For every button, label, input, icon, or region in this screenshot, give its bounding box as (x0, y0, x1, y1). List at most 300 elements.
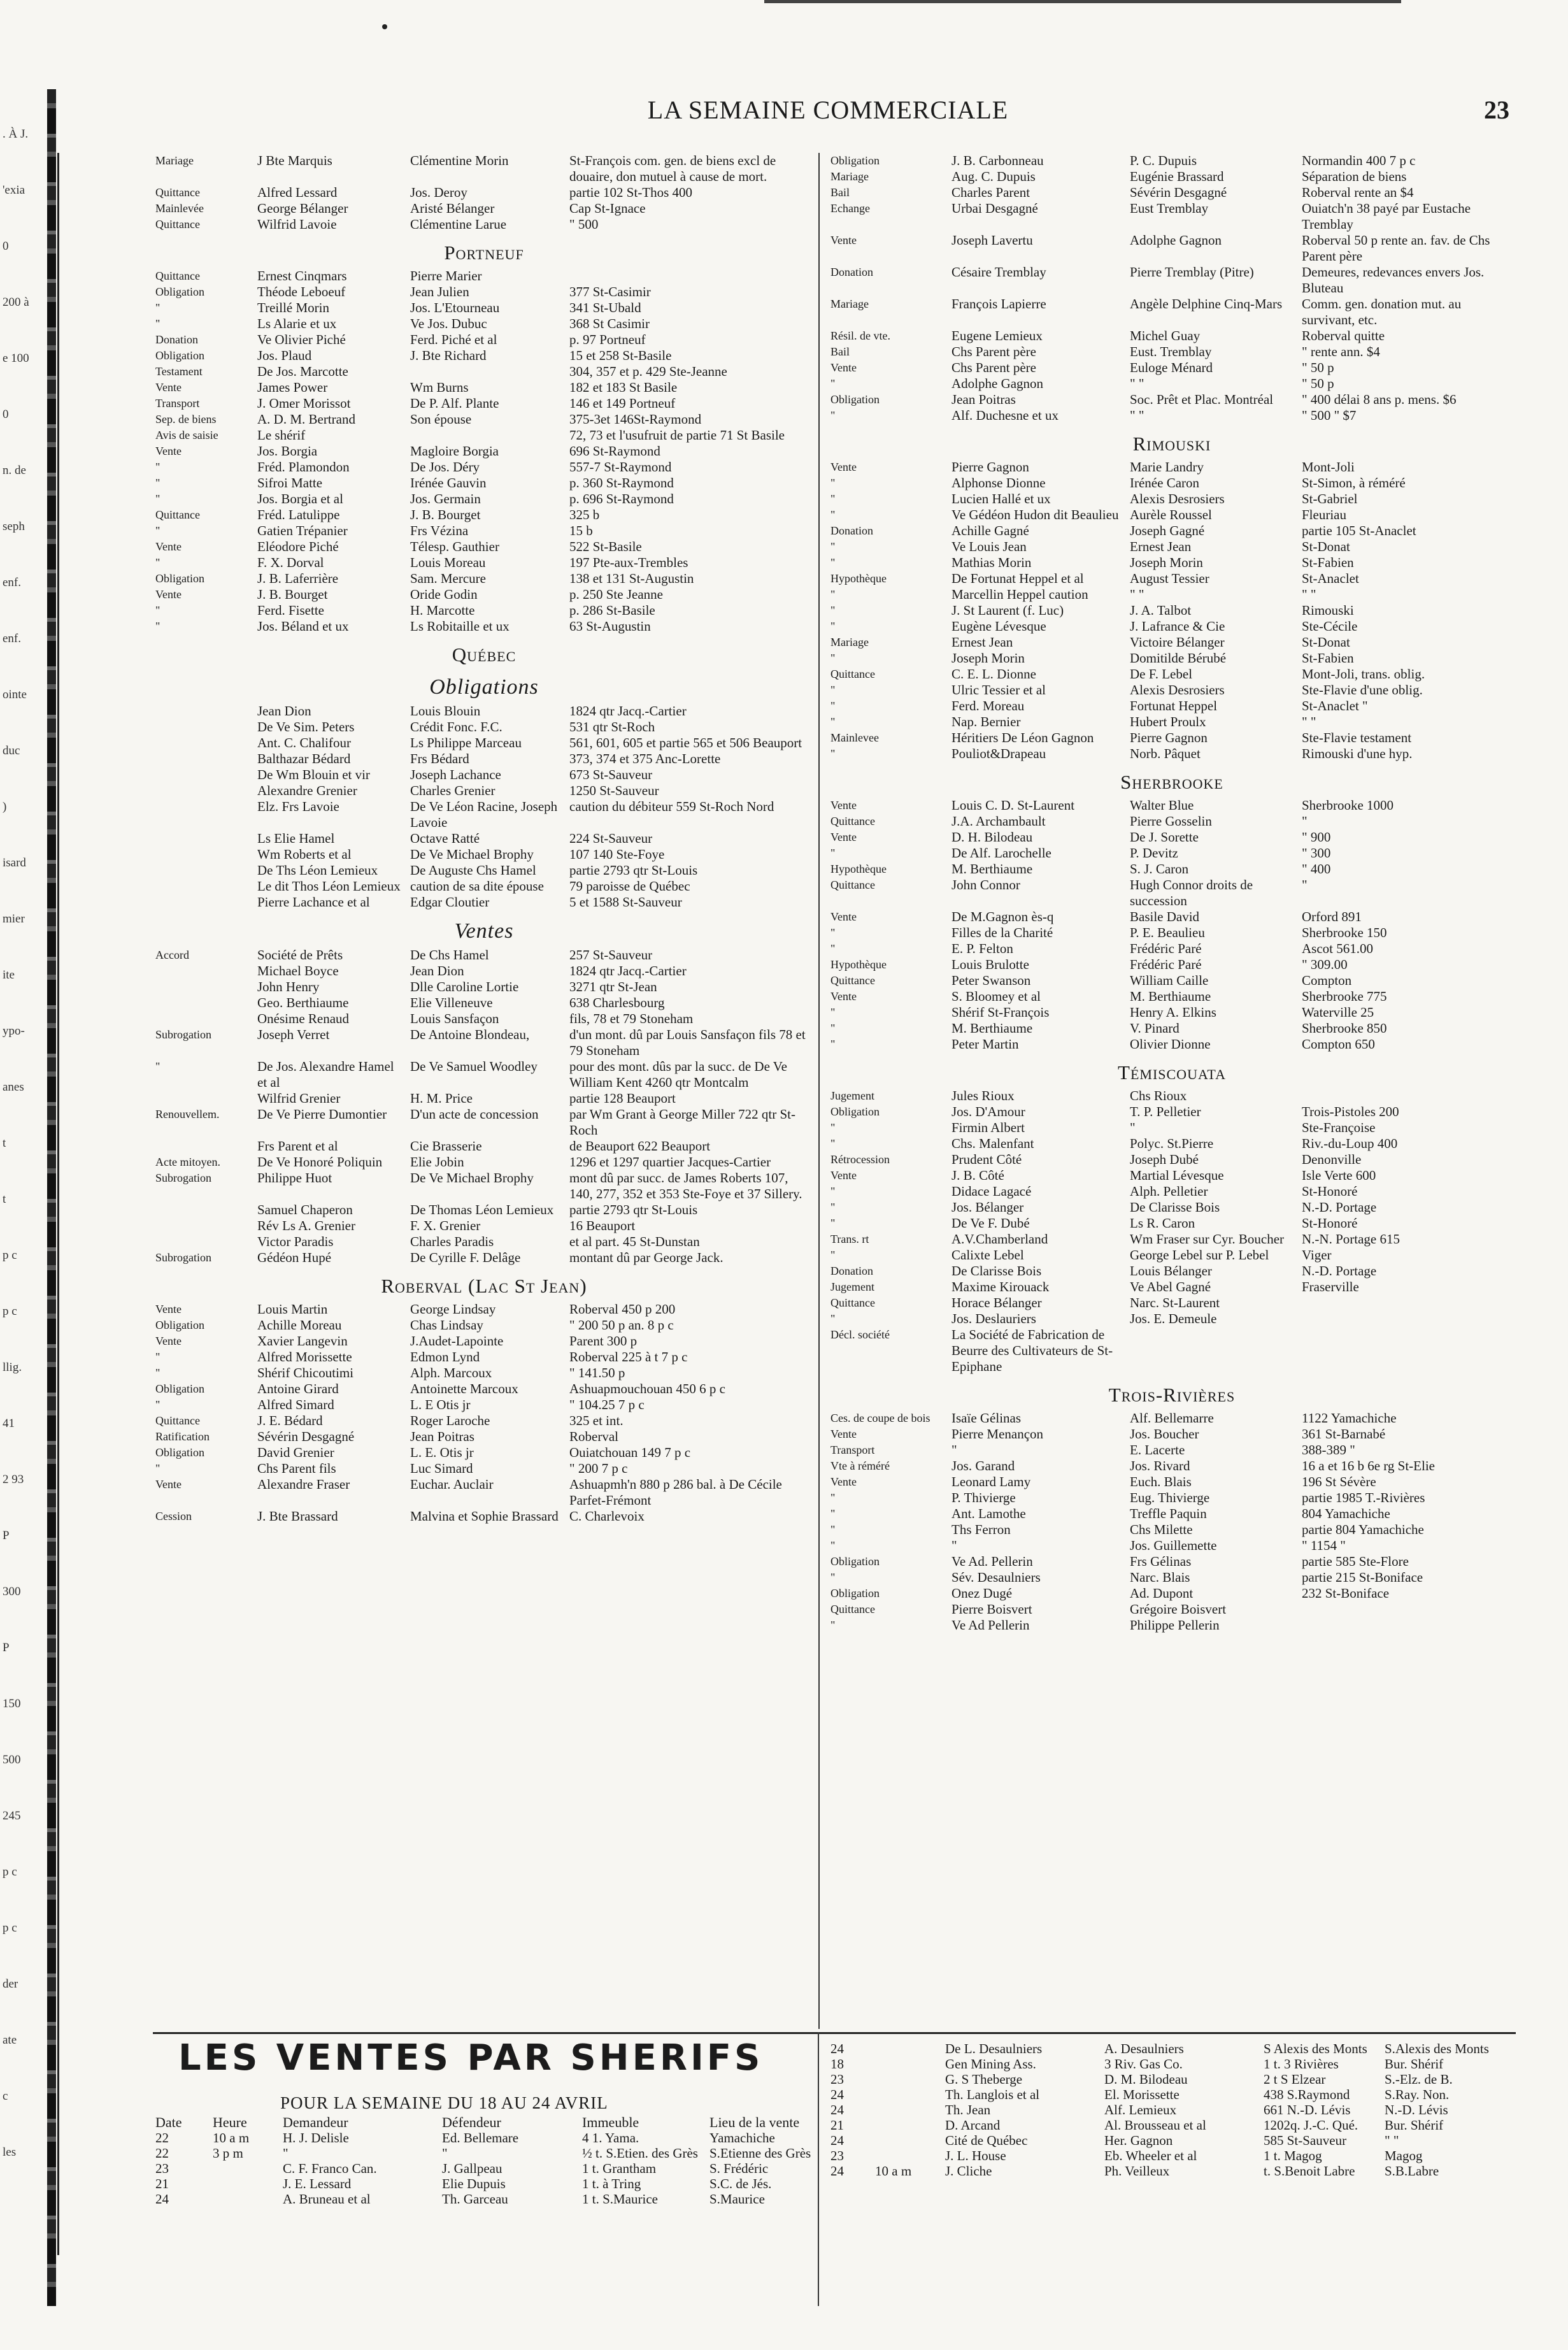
property-details: " 104.25 7 p c (569, 1397, 645, 1412)
sale-time (873, 2087, 943, 2102)
party-one: Fréd. Latulippe (257, 507, 340, 522)
sale-date: 24 (830, 2102, 844, 2117)
property-details: St-Simon, à réméré (1302, 475, 1406, 491)
table-row (828, 941, 1516, 957)
record-type (153, 963, 255, 979)
property-details: p. 696 St-Raymond (569, 491, 674, 506)
property-details: St-Anaclet " (1302, 698, 1368, 713)
table-row (828, 925, 1516, 941)
party-two: Chs Milette (1130, 1522, 1193, 1537)
record-type: Quittance (155, 186, 200, 199)
party-one: " (951, 1538, 957, 1553)
property-details: Compton 650 (1302, 1036, 1375, 1052)
left-margin-fragments (0, 127, 38, 2230)
record-type (153, 767, 255, 783)
property-details: St-Donat (1302, 634, 1350, 650)
margin-fragment: P (3, 1529, 10, 1542)
sheriff-sales-left (153, 2115, 815, 2207)
records-table (828, 459, 1516, 762)
record-type: Subrogation (155, 1171, 211, 1184)
party-two: " " (1130, 376, 1144, 391)
table-row (828, 539, 1516, 555)
party-one: Leonard Lamy (951, 1474, 1031, 1489)
table-row (153, 783, 815, 799)
plaintiff: Th. Jean (945, 2102, 991, 2117)
record-type: Sep. de biens (155, 413, 217, 426)
party-two: T. P. Pelletier (1130, 1104, 1201, 1119)
sheriff-sales-subtitle: POUR LA SEMAINE DU 18 AU 24 AVRIL (280, 2093, 608, 2112)
record-type: " (830, 1201, 836, 1214)
party-one: De Jos. Marcotte (257, 364, 348, 379)
property-details: Compton (1302, 973, 1352, 988)
record-type: Vente (830, 461, 857, 473)
party-two: Marie Landry (1130, 459, 1204, 475)
table-row (828, 1474, 1516, 1490)
defendant: Ed. Bellemare (442, 2130, 519, 2146)
sale-time (873, 2056, 943, 2072)
table-row (828, 1168, 1516, 1184)
record-type: Hypothèque (830, 958, 887, 971)
property-details: Mont-Joli, trans. oblig. (1302, 666, 1425, 682)
property-details: Roberval rente an $4 (1302, 185, 1414, 200)
party-two: Edgar Cloutier (410, 894, 490, 910)
party-one: Jos. Borgia et al (257, 491, 343, 506)
record-type: Quittance (830, 974, 875, 987)
party-two: George Lindsay (410, 1301, 496, 1317)
party-two: Eust. Tremblay (1130, 344, 1212, 359)
property-details: 15 b (569, 523, 593, 538)
plaintiff: H. J. Delisle (283, 2130, 349, 2146)
record-type: " (830, 1571, 836, 1584)
sale-date: 24 (155, 2191, 169, 2207)
record-type: " (830, 747, 836, 760)
party-one: Gédéon Hupé (257, 1250, 332, 1265)
party-two: Norb. Pâquet (1130, 746, 1201, 761)
party-one: Pouliot&Drapeau (951, 746, 1046, 761)
property-details: p. 286 St-Basile (569, 603, 655, 618)
margin-fragment: e 100 (3, 352, 29, 365)
table-row (153, 443, 815, 459)
party-two: Treffle Paquin (1130, 1506, 1207, 1521)
margin-fragment: duc (3, 744, 20, 757)
record-type (153, 979, 255, 995)
scan-mark (764, 0, 1401, 3)
party-one: De M.Gagnon ès-q (951, 909, 1054, 924)
table-row (828, 2133, 1516, 2148)
party-one: John Connor (951, 877, 1020, 892)
property-details: Ste-Flavie d'une oblig. (1302, 682, 1423, 698)
table-row (828, 201, 1516, 233)
party-one: Alfred Morissette (257, 1349, 352, 1365)
property: t. S.Benoit Labre (1264, 2163, 1355, 2179)
party-one: Adolphe Gagnon (951, 376, 1044, 391)
property-details: St-Fabien (1302, 555, 1354, 570)
table-row (828, 2056, 1516, 2072)
property-details: St-Anaclet (1302, 571, 1359, 586)
table-row (828, 989, 1516, 1005)
property-details: Roberval 50 p rente an. fav. de Chs Parent père (1302, 233, 1490, 264)
record-type (153, 703, 255, 719)
party-two: De F. Lebel (1130, 666, 1193, 682)
margin-fragment: der (3, 1977, 18, 1991)
margin-fragment: P (3, 1641, 10, 1654)
record-type: Avis de saisie (155, 429, 218, 441)
sale-time (873, 2117, 943, 2133)
table-row (153, 1202, 815, 1218)
party-two: J. Bte Richard (410, 348, 487, 363)
party-one: Pierre Gagnon (951, 459, 1029, 475)
party-one: Shérif St-François (951, 1005, 1050, 1020)
property-details: Rimouski d'une hyp. (1302, 746, 1413, 761)
party-two: Ve Abel Gagné (1130, 1279, 1211, 1294)
property-details: Roberval 450 p 200 (569, 1301, 676, 1317)
defendant: D. M. Bilodeau (1104, 2072, 1188, 2087)
party-two: Joseph Morin (1130, 555, 1203, 570)
sale-location: S.Alexis des Monts (1385, 2041, 1489, 2056)
record-type: Donation (155, 333, 198, 346)
property-details: et al part. 45 St-Dunstan (569, 1234, 700, 1249)
table-row (828, 1554, 1516, 1570)
record-type: " (830, 715, 836, 728)
party-two: Jos. L'Etourneau (410, 300, 500, 315)
party-one: E. P. Felton (951, 941, 1013, 956)
property-details: 16 Beauport (569, 1218, 636, 1233)
party-two: Euchar. Auclair (410, 1477, 494, 1492)
table-row (153, 767, 815, 783)
table-row (153, 2176, 815, 2191)
property-details: partie 215 St-Boniface (1302, 1570, 1423, 1585)
margin-fragment: 150 (3, 1697, 21, 1710)
margin-fragment: 'exia (3, 183, 25, 197)
record-type: " (155, 317, 160, 330)
plaintiff: C. F. Franco Can. (283, 2161, 377, 2176)
party-two: Grégoire Boisvert (1130, 1601, 1227, 1617)
party-one: Gatien Trépanier (257, 523, 348, 538)
record-type: " (830, 942, 836, 955)
property: 585 St-Sauveur (1264, 2133, 1347, 2148)
party-two: Jean Dion (410, 963, 464, 978)
party-one: Balthazar Bédard (257, 751, 351, 766)
party-one: Lucien Hallé et ux (951, 491, 1051, 506)
record-type: Obligation (830, 1555, 880, 1568)
party-two: P. C. Dupuis (1130, 153, 1197, 168)
party-two: Hugh Connor droits de succession (1130, 877, 1253, 908)
record-type: Transport (155, 397, 200, 410)
party-one: S. Bloomey et al (951, 989, 1041, 1004)
property-details: Riv.-du-Loup 400 (1302, 1136, 1398, 1151)
record-type: Quittance (830, 878, 875, 891)
party-two: P. E. Beaulieu (1130, 925, 1205, 940)
right-column (828, 153, 1516, 1633)
party-two: Victoire Bélanger (1130, 634, 1225, 650)
sale-date: 24 (830, 2163, 844, 2179)
party-one: Ls Alarie et ux (257, 316, 337, 331)
record-type: Obligation (830, 154, 880, 167)
property-details: " (1302, 877, 1308, 892)
plaintiff: A. Bruneau et al (283, 2191, 371, 2207)
property: 1 t. 3 Rivières (1264, 2056, 1339, 2072)
property-details (1299, 1617, 1516, 1633)
record-type: Vente (155, 1478, 182, 1491)
party-one: Jos. Bélanger (951, 1200, 1024, 1215)
party-two: De Chs Hamel (410, 947, 489, 963)
party-two: Chs Rioux (1130, 1088, 1187, 1103)
party-two: Antoinette Marcoux (410, 1381, 518, 1396)
table-row (828, 698, 1516, 714)
property-details: " 900 (1302, 829, 1331, 845)
property-details: partie 585 Ste-Flore (1302, 1554, 1409, 1569)
party-two: Joseph Gagné (1130, 523, 1205, 538)
table-row (153, 491, 815, 507)
sale-location: S.Ray. Non. (1385, 2087, 1450, 2102)
party-two: Soc. Prêt et Plac. Montréal (1130, 392, 1274, 407)
party-one: Chs Parent père (951, 360, 1036, 375)
property: 661 N.-D. Lévis (1264, 2102, 1351, 2117)
defendant: Eb. Wheeler et al (1104, 2148, 1197, 2163)
property-details: 257 St-Sauveur (569, 947, 653, 963)
table-row (153, 1154, 815, 1170)
defendant: Elie Dupuis (442, 2176, 506, 2191)
property-details: p. 97 Portneuf (569, 332, 646, 347)
party-one: Wilfrid Lavoie (257, 217, 337, 232)
sale-location: Bur. Shérif (1385, 2117, 1444, 2133)
record-type: Testament (155, 365, 203, 378)
party-one: Alf. Duchesne et ux (951, 408, 1058, 423)
margin-fragment: les (3, 2146, 17, 2159)
table-row (828, 1021, 1516, 1036)
party-one: Louis Martin (257, 1301, 328, 1317)
defendant: " (442, 2146, 448, 2161)
property-details: caution du débiteur 559 St-Roch Nord (569, 799, 774, 814)
record-type: Résil. de vte. (830, 329, 890, 342)
property-details: Demeures, redevances envers Jos. Bluteau (1302, 264, 1485, 296)
party-two: caution de sa dite épouse (410, 878, 544, 894)
subsection-title-ventes: Ventes (454, 919, 514, 943)
margin-fragment: p c (3, 1249, 17, 1262)
party-one: Sifroi Matte (257, 475, 323, 491)
sale-date: 23 (830, 2148, 844, 2163)
section-title-sherbrooke: Sherbrooke (1120, 771, 1223, 793)
record-type: Jugement (830, 1089, 874, 1102)
plaintiff: De L. Desaulniers (945, 2041, 1043, 2056)
section-title-trois-rivieres: Trois-Rivières (1108, 1384, 1236, 1406)
property: 2 t S Elzear (1264, 2072, 1326, 2087)
property-details (1299, 1601, 1516, 1617)
property-details: " 500 (569, 217, 599, 232)
record-type: " (155, 1462, 160, 1475)
record-type: Quittance (155, 218, 200, 231)
table-row (828, 1327, 1516, 1375)
party-one: Ant. C. Chalifour (257, 735, 351, 750)
party-one: Eléodore Piché (257, 539, 339, 554)
party-two: Clémentine Morin (410, 153, 509, 168)
record-type: Quittance (830, 668, 875, 680)
property-details: partie 102 St-Thos 400 (569, 185, 693, 200)
table-row (153, 963, 815, 979)
party-one: De Fortunat Heppel et al (951, 571, 1084, 586)
property-details: Normandin 400 7 p c (1302, 153, 1416, 168)
property-details: Ashuapmouchouan 450 6 p c (569, 1381, 725, 1396)
column-divider (818, 2032, 819, 2306)
margin-rule (57, 153, 59, 2255)
table-row (828, 2163, 1516, 2179)
table-row (828, 2117, 1516, 2133)
table-row (828, 555, 1516, 571)
table-row (153, 1059, 815, 1091)
party-two: H. M. Price (410, 1091, 473, 1106)
party-one: A. D. M. Bertrand (257, 412, 355, 427)
party-one: Jos. Borgia (257, 443, 318, 459)
table-row (828, 1490, 1516, 1506)
record-type: Quittance (155, 508, 200, 521)
party-one: Ths Ferron (951, 1522, 1011, 1537)
party-two: Hubert Proulx (1130, 714, 1206, 729)
party-one: Alphonse Dionne (951, 475, 1046, 491)
property: 1 t. Grantham (582, 2161, 657, 2176)
party-two: De Auguste Chs Hamel (410, 863, 536, 878)
record-type: Vente (830, 910, 857, 923)
party-one: J. B. Carbonneau (951, 153, 1044, 168)
table-row (153, 995, 815, 1011)
party-one: Samuel Chaperon (257, 1202, 353, 1217)
table-row (828, 877, 1516, 909)
plaintiff: Th. Langlois et al (945, 2087, 1040, 2102)
record-type: " (830, 476, 836, 489)
plaintiff: J. L. House (945, 2148, 1006, 2163)
party-one: Marcellin Heppel caution (951, 587, 1088, 602)
property-details: N.-D. Portage (1302, 1200, 1377, 1215)
record-type: " (830, 652, 836, 664)
party-one: J. E. Bédard (257, 1413, 323, 1428)
property-details: partie 128 Beauport (569, 1091, 676, 1106)
property-details: 377 St-Casimir (569, 284, 651, 299)
record-type: Rétrocession (830, 1153, 890, 1166)
party-one: Jos. Plaud (257, 348, 312, 363)
table-row (828, 1215, 1516, 1231)
record-type: " (155, 1398, 160, 1411)
property-details: " 50 p (1302, 360, 1334, 375)
party-two: Alf. Bellemarre (1130, 1410, 1214, 1426)
party-two: Frédéric Paré (1130, 957, 1202, 972)
margin-fragment: 2 93 (3, 1473, 24, 1486)
records-table (153, 268, 815, 634)
margin-fragment: p c (3, 1305, 17, 1318)
party-one: De Clarisse Bois (951, 1263, 1042, 1279)
party-one: C. E. L. Dionne (951, 666, 1036, 682)
property-details: Roberval quitte (1302, 328, 1385, 343)
party-one: Jos. Deslauriers (951, 1311, 1036, 1326)
party-two: Eug. Thivierge (1130, 1490, 1210, 1505)
property-details: partie 2793 qtr St-Louis (569, 863, 698, 878)
table-row (153, 2146, 815, 2161)
plaintiff: J. Cliche (945, 2163, 992, 2179)
record-type (153, 1011, 255, 1027)
record-type: " (155, 1060, 160, 1073)
record-type: Vente (830, 1169, 857, 1182)
property-details: 531 qtr St-Roch (569, 719, 655, 734)
record-type: Mariage (830, 297, 869, 310)
party-two: Wm Fraser sur Cyr. Boucher (1130, 1231, 1285, 1247)
party-one: Victor Paradis (257, 1234, 334, 1249)
sale-time (210, 2161, 280, 2176)
party-two: Télesp. Gauthier (410, 539, 499, 554)
table-row (828, 2041, 1516, 2056)
property: 1 t. à Tring (582, 2176, 641, 2191)
record-type: " (830, 1137, 836, 1150)
property-details: Ste-Cécile (1302, 619, 1358, 634)
property-details: N.-N. Portage 615 (1302, 1231, 1400, 1247)
party-one: Wm Roberts et al (257, 847, 352, 862)
party-two: Frs Vézina (410, 523, 469, 538)
records-table (828, 1410, 1516, 1633)
table-row (828, 1088, 1516, 1104)
column-header: Heure (213, 2115, 247, 2130)
property-details: " (1302, 813, 1308, 829)
party-two: Fortunat Heppel (1130, 698, 1218, 713)
sale-time: 3 p m (213, 2146, 243, 2161)
party-one: Joseph Lavertu (951, 233, 1033, 248)
margin-fragment: mier (3, 912, 25, 926)
table-row (828, 666, 1516, 682)
party-one: De Ve Pierre Dumontier (257, 1107, 387, 1122)
record-type: " (830, 620, 836, 633)
table-row (153, 300, 815, 316)
party-one: Treillé Morin (257, 300, 329, 315)
party-two: De Clarisse Bois (1130, 1200, 1220, 1215)
scan-mark (382, 24, 387, 29)
party-two: De Antoine Blondeau, (410, 1027, 530, 1042)
records-table (153, 947, 815, 1266)
subsection-title-obligations: Obligations (429, 675, 539, 699)
party-two: L. E Otis jr (410, 1397, 471, 1412)
property-details: Fleuriau (1302, 507, 1346, 522)
property-details: Cap St-Ignace (569, 201, 646, 216)
record-type: " (830, 684, 836, 696)
record-type: " (155, 620, 160, 633)
table-row (153, 571, 815, 587)
table-row (153, 217, 815, 233)
party-two: J. A. Talbot (1130, 603, 1192, 618)
record-type: Vente (155, 445, 182, 457)
table-row (153, 1477, 815, 1508)
property-details: d'un mont. dû par Louis Sansfaçon fils 78 et 79 Stoneham (569, 1027, 806, 1058)
party-two: P. Devitz (1130, 845, 1178, 861)
table-row (828, 571, 1516, 587)
table-row (153, 587, 815, 603)
property-details: 325 b (569, 507, 600, 522)
record-type: Mainlevee (830, 731, 879, 744)
party-one: Michael Boyce (257, 963, 339, 978)
party-two: S. J. Caron (1130, 861, 1189, 877)
party-one: Louis C. D. St-Laurent (951, 798, 1075, 813)
margin-fragment: enf. (3, 576, 22, 589)
table-row (828, 408, 1516, 424)
table-row (153, 979, 815, 995)
column-header: Défendeur (442, 2115, 501, 2130)
page-number: 23 (1484, 96, 1509, 124)
margin-fragment: llig. (3, 1361, 22, 1374)
record-type (153, 1138, 255, 1154)
party-two: Cie Brasserie (410, 1138, 482, 1154)
section-title-rimouski: Rimouski (1132, 433, 1211, 455)
property-details: " 1154 " (1302, 1538, 1346, 1553)
party-two: Adolphe Gagnon (1130, 233, 1222, 248)
property-details: St-Honoré (1302, 1215, 1358, 1231)
sale-date: 23 (155, 2161, 169, 2176)
party-two: Malvina et Sophie Brassard (410, 1508, 559, 1524)
property-details: " " (1302, 714, 1316, 729)
record-type: " (155, 301, 160, 314)
